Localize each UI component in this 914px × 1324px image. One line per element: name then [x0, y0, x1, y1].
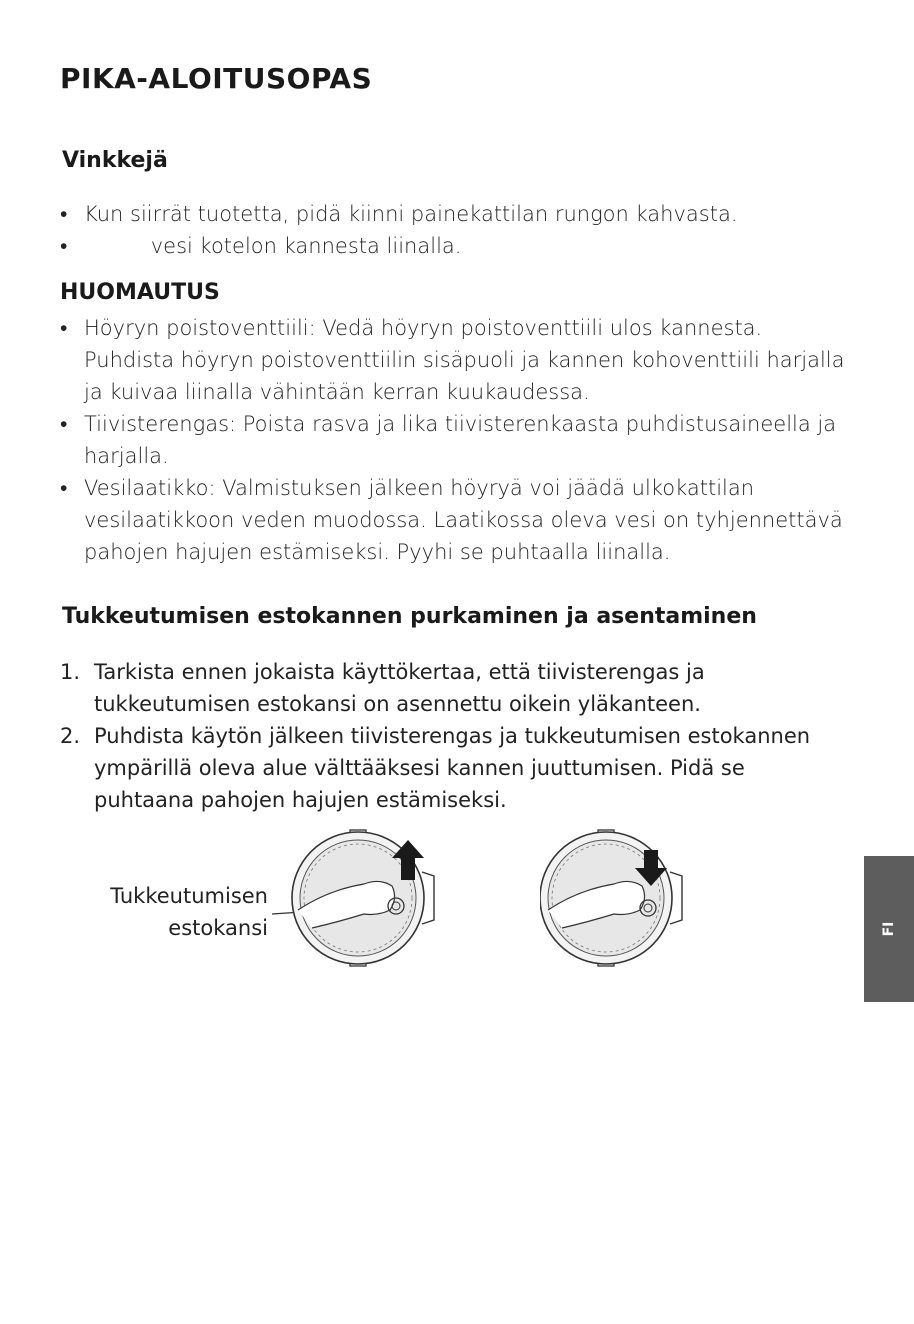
language-tab: [864, 856, 914, 1002]
list-item: • Kun siirrät tuotetta, pidä kiinni painekattilan rungon kahvasta.: [60, 198, 860, 230]
steps-list: [60, 656, 850, 816]
section-heading: Tukkeutumisen estokannen purkaminen ja asentaminen: [62, 604, 757, 629]
figure-label-line2: estokansi: [168, 916, 268, 940]
step-text: Tarkista ennen jokaista käyttökertaa, että tiivisterengas ja tukkeutumisen estokansi on asennettu oikein yläkanteen.: [94, 660, 705, 716]
list-item: [60, 656, 850, 720]
page-title: PIKA-ALOITUSOPAS: [60, 62, 373, 95]
list-item: • Höyryn poistoventtiili: Vedä höyryn poistoventtiili ulos kannesta. Puhdista höyryn poistoventtiilin sisäpuoli ja kannen kohoventtiili harjalla ja kuivaa liinalla vähintään kerran kuukaudessa.: [60, 312, 850, 408]
figure-label-line1: Tukkeutumisen: [110, 884, 268, 908]
figure-label: [80, 880, 268, 944]
lid-install-illustration: [540, 826, 720, 972]
language-tab-label: FI: [881, 921, 897, 937]
note-list: [60, 312, 850, 568]
tips-list: [60, 198, 860, 262]
list-item: • Tiivisterengas: Poista rasva ja lika tiivisterenkaasta puhdistusaineella ja harjalla.: [60, 408, 850, 472]
step-text: Puhdista käytön jälkeen tiivisterengas ja tukkeutumisen estokannen ympärillä oleva alue välttääksesi kannen juuttumisen. Pidä se puhtaana pahojen hajujen estämiseksi.: [94, 724, 811, 812]
note-heading: HUOMAUTUS: [60, 280, 220, 305]
list-item: • Vesilaatikko: Valmistuksen jälkeen höyryä voi jäädä ulkokattilan vesilaatikkoon veden muodossa. Laatikossa oleva vesi on tyhjennettävä pahojen hajujen estämiseksi. Pyyhi se puhtaalla liinalla.: [60, 472, 850, 568]
step-number: 2.: [60, 724, 81, 748]
tips-heading: Vinkkejä: [62, 148, 168, 173]
list-item: • vesi kotelon kannesta liinalla.: [60, 230, 860, 262]
step-number: 1.: [60, 660, 81, 684]
list-item: [60, 720, 850, 816]
lid-remove-illustration: [268, 826, 448, 972]
